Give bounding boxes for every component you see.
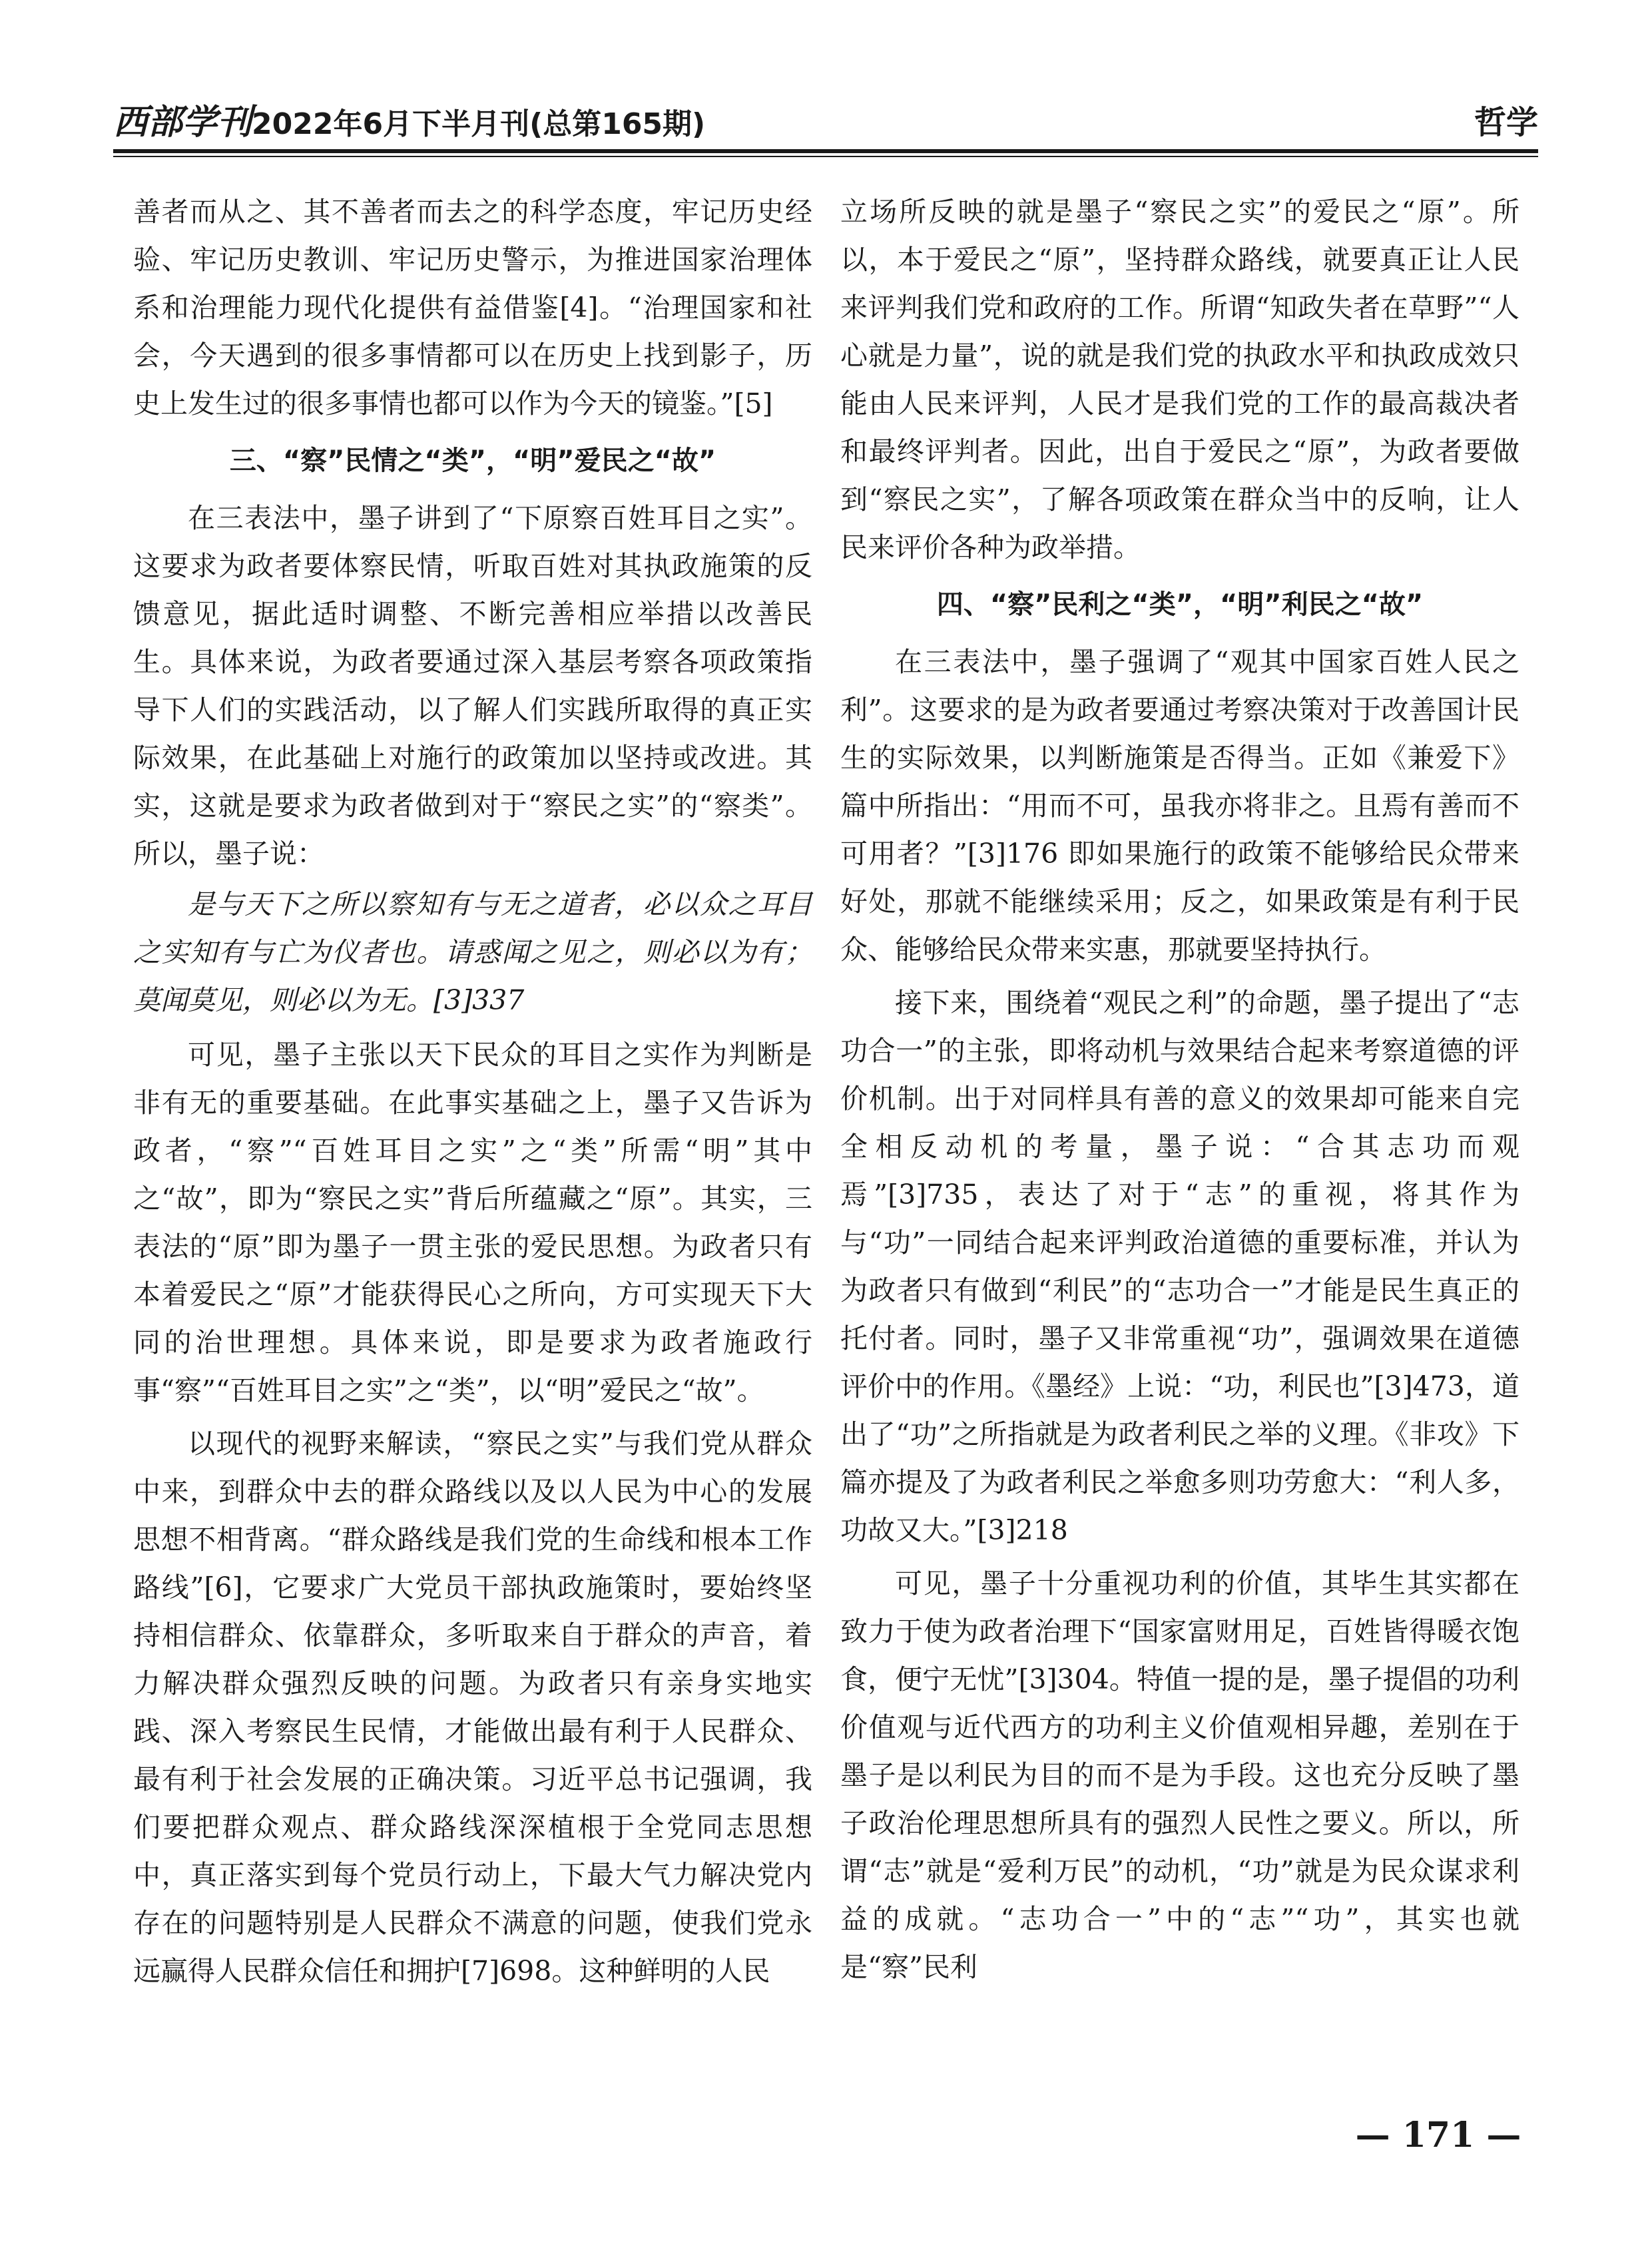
section-heading: 四、“察”民利之“类”，“明”利民之“故”	[936, 589, 1424, 620]
running-header	[113, 100, 1538, 146]
header-rule-thin	[113, 156, 1538, 157]
paragraph: 在三表法中，墨子强调了“观其中国家百姓人民之利”。这要求的是为政者要通过考察决策对于改善国计民生的实际效果，以判断施策是否得当。正如《兼爱下》篇中所指出：“用而不可，虽我亦将非之。且焉有善而不可用者？”[3]176 即如果施行的政策不能够给民众带来好处，那就不能继续采用；反之，如果政策是有利于民众、能够给民众带来实惠，那就要坚持执行。	[840, 646, 1519, 966]
journal-issue-line	[113, 104, 705, 143]
paragraph: 立场所反映的就是墨子“察民之实”的爱民之“原”。所以，本于爱民之“原”，坚持群众路线，就要真正让人民来评判我们党和政府的工作。所谓“知政失者在草野”“人心就是力量”，说的就是我们党的执政水平和执政成效只能由人民来评判，人民才是我们党的工作的最高裁决者和最终评判者。因此，出自于爱民之“原”，为政者要做到“察民之实”，了解各项政策在群众当中的反响，让人民来评价各种为政举措。	[840, 196, 1519, 563]
page-number: — 171 —	[1355, 2115, 1521, 2155]
journal-logo: 西部学刊	[113, 102, 252, 142]
section-label: 哲学	[1474, 104, 1538, 141]
header-rule	[113, 149, 1538, 153]
issue-text: 2022年6月下半月刊(总第165期)	[252, 107, 706, 141]
paragraph: 可见，墨子十分重视功利的价值，其毕生其实都在致力于使为政者治理下“国家富财用足，百姓皆得暖衣饱食，便宁无忧”[3]304。特值一提的是，墨子提倡的功利价值观与近代西方的功利主义价值观相异趣，差别在于墨子是以利民为目的而不是为手段。这也充分反映了墨子政治伦理思想所具有的强烈人民性之要义。所以，所谓“志”就是“爱利万民”的动机，“功”就是为民众谋求利益的成就。“志功合一”中的“志”“功”，其实也就是“察”民利	[840, 1567, 1519, 1983]
paragraph: 善者而从之、其不善者而去之的科学态度，牢记历史经验、牢记历史教训、牢记历史警示，为推进国家治理体系和治理能力现代化提供有益借鉴[4]。“治理国家和社会，今天遇到的很多事情都可以在历史上找到影子，历史上发生过的很多事情也都可以作为今天的镜鉴。”[5]	[133, 196, 812, 420]
right-column	[840, 188, 1519, 1991]
paragraph: 可见，墨子主张以天下民众的耳目之实作为判断是非有无的重要基础。在此事实基础之上，墨子又告诉为政者，“察”“百姓耳目之实”之“类”所需“明”其中之“故”，即为“察民之实”背后所蕴藏之“原”。其实，三表法的“原”即为墨子一贯主张的爱民思想。为政者只有本着爱民之“原”才能获得民心之所向，方可实现天下大同的治世理想。具体来说，即是要求为政者施政行事“察”“百姓耳目之实”之“类”，以“明”爱民之“故”。	[133, 1039, 812, 1406]
paragraph: 在三表法中，墨子讲到了“下原察百姓耳目之实”。这要求为政者要体察民情，听取百姓对其执政施策的反馈意见，据此适时调整、不断完善相应举措以改善民生。具体来说，为政者要通过深入基层考察各项政策指导下人们的实践活动，以了解人们实践所取得的真正实际效果，在此基础上对施行的政策加以坚持或改进。其实，这就是要求为政者做到对于“察民之实”的“察类”。所以，墨子说：	[133, 502, 812, 870]
paragraph: 接下来，围绕着“观民之利”的命题，墨子提出了“志功合一”的主张，即将动机与效果结合起来考察道德的评价机制。出于对同样具有善的意义的效果却可能来自完全相反动机的考量，墨子说：“合其志功而观焉”[3]735，表达了对于“志”的重视，将其作为与“功”一同结合起来评判政治道德的重要标准，并认为为政者只有做到“利民”的“志功合一”才能是民生真正的托付者。同时，墨子又非常重视“功”，强调效果在道德评价中的作用。《墨经》上说：“功，利民也”[3]473，道出了“功”之所指就是为政者利民之举的义理。《非攻》下篇亦提及了为政者利民之举愈多则功劳愈大：“利人多，功故又大。”[3]218	[840, 987, 1519, 1546]
section-heading: 三、“察”民情之“类”，“明”爱民之“故”	[229, 445, 716, 476]
left-column	[133, 188, 812, 1995]
block-quote: 是与天下之所以察知有与无之道者，必以众之耳目之实知有与亡为仪者也。请惑闻之见之，则必以为有；莫闻莫见，则必以为无。[3]337	[133, 888, 812, 1016]
paragraph: 以现代的视野来解读，“察民之实”与我们党从群众中来，到群众中去的群众路线以及以人民为中心的发展思想不相背离。“群众路线是我们党的生命线和根本工作路线”[6]，它要求广大党员干部执政施策时，要始终坚持相信群众、依靠群众，多听取来自于群众的声音，着力解决群众强烈反映的问题。为政者只有亲身实地实践、深入考察民生民情，才能做出最有利于人民群众、最有利于社会发展的正确决策。习近平总书记强调，我们要把群众观点、群众路线深深植根于全党同志思想中，真正落实到每个党员行动上，下最大气力解决党内存在的问题特别是人民群众不满意的问题，使我们党永远赢得人民群众信任和拥护[7]698。这种鲜明的人民	[133, 1428, 812, 1987]
